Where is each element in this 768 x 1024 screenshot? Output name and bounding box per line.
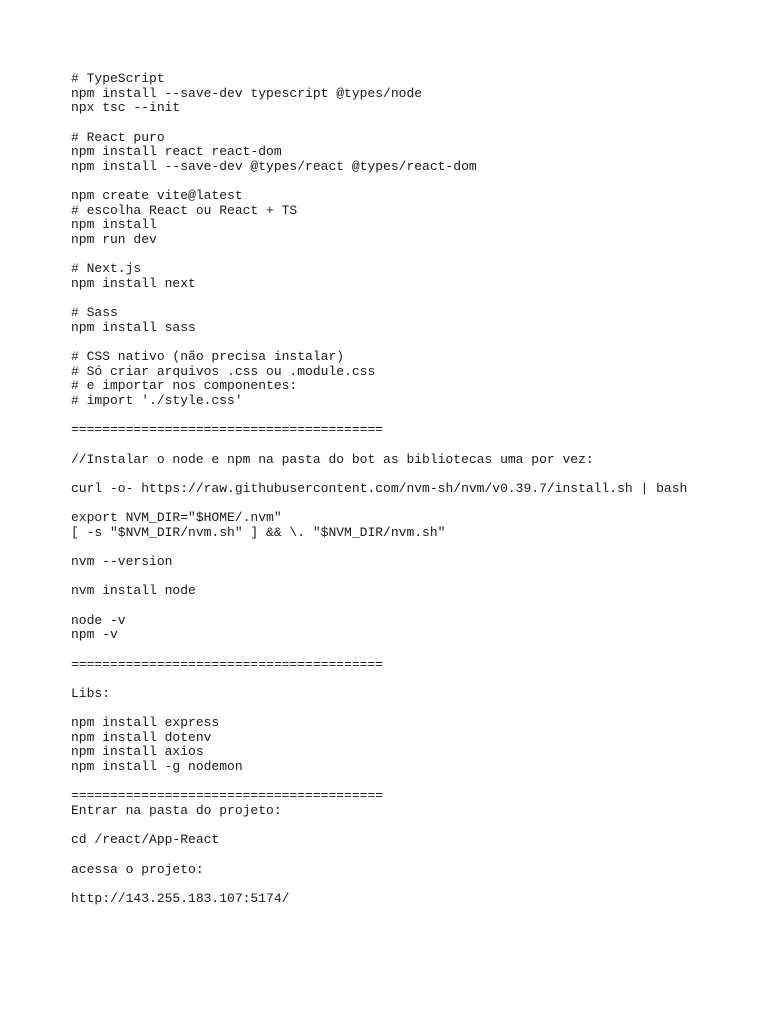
comment-line: # escolha React ou React + TS: [71, 202, 298, 218]
comment-line: # Sass: [71, 305, 118, 321]
command-line: npm run dev: [71, 232, 157, 248]
text-line: Entrar na pasta do projeto:: [71, 803, 282, 819]
url-line: http://143.255.183.107:5174/: [71, 890, 290, 906]
comment-line: # CSS nativo (não precisa instalar): [71, 349, 345, 365]
command-line: npm install sass: [71, 319, 196, 335]
document-text: [71, 72, 751, 907]
blank-line: [71, 643, 751, 658]
command-line: nvm --version: [71, 554, 173, 570]
command-line: npm install express: [71, 715, 220, 731]
blank-line: [71, 292, 751, 307]
blank-line: [71, 541, 751, 556]
blank-line: [71, 702, 751, 717]
blank-line: [71, 775, 751, 790]
blank-line: [71, 116, 751, 131]
blank-line: [71, 672, 751, 687]
comment-line: # import './style.css': [71, 393, 243, 409]
blank-line: [71, 174, 751, 189]
blank-line: [71, 819, 751, 834]
comment-line: # TypeScript: [71, 71, 165, 86]
separator-line: ========================================: [71, 422, 384, 438]
command-line: npm install --save-dev typescript @types/node: [71, 85, 423, 101]
blank-line: [71, 599, 751, 614]
command-line: npm install: [71, 217, 157, 233]
separator-line: ========================================: [71, 656, 384, 672]
command-line: npm install -g nodemon: [71, 759, 243, 775]
blank-line: [71, 336, 751, 351]
command-line: curl -o- https://raw.githubusercontent.com/nvm-sh/nvm/v0.39.7/install.sh | bash: [71, 480, 688, 496]
command-line: cd /react/App-React: [71, 832, 220, 848]
command-line: [ -s "$NVM_DIR/nvm.sh" ] && \. "$NVM_DIR/nvm.sh": [71, 524, 446, 540]
blank-line: [71, 248, 751, 263]
command-line: npx tsc --init: [71, 100, 181, 116]
command-line: export NVM_DIR="$HOME/.nvm": [71, 510, 282, 526]
command-line: npm -v: [71, 627, 118, 643]
blank-line: [71, 409, 751, 424]
comment-line: # React puro: [71, 129, 165, 145]
command-line: node -v: [71, 612, 126, 628]
blank-line: [71, 438, 751, 453]
separator-line: ========================================: [71, 788, 384, 804]
command-line: npm install --save-dev @types/react @types/react-dom: [71, 158, 477, 174]
blank-line: [71, 570, 751, 585]
text-line: Libs:: [71, 685, 111, 701]
comment-line: //Instalar o node e npm na pasta do bot as bibliotecas uma por vez:: [71, 451, 594, 467]
comment-line: # e importar nos componentes:: [71, 378, 298, 394]
comment-line: # Next.js: [71, 261, 142, 277]
blank-line: [71, 467, 751, 482]
blank-line: [71, 497, 751, 512]
command-line: npm install axios: [71, 744, 204, 760]
blank-line: [71, 877, 751, 892]
comment-line: # Só criar arquivos .css ou .module.css: [71, 363, 376, 379]
blank-line: [71, 848, 751, 863]
text-line: acessa o projeto:: [71, 861, 204, 877]
command-line: npm install dotenv: [71, 729, 212, 745]
command-line: nvm install node: [71, 583, 196, 599]
command-line: npm install next: [71, 275, 196, 291]
command-line: npm create vite@latest: [71, 188, 243, 204]
command-line: npm install react react-dom: [71, 144, 282, 160]
